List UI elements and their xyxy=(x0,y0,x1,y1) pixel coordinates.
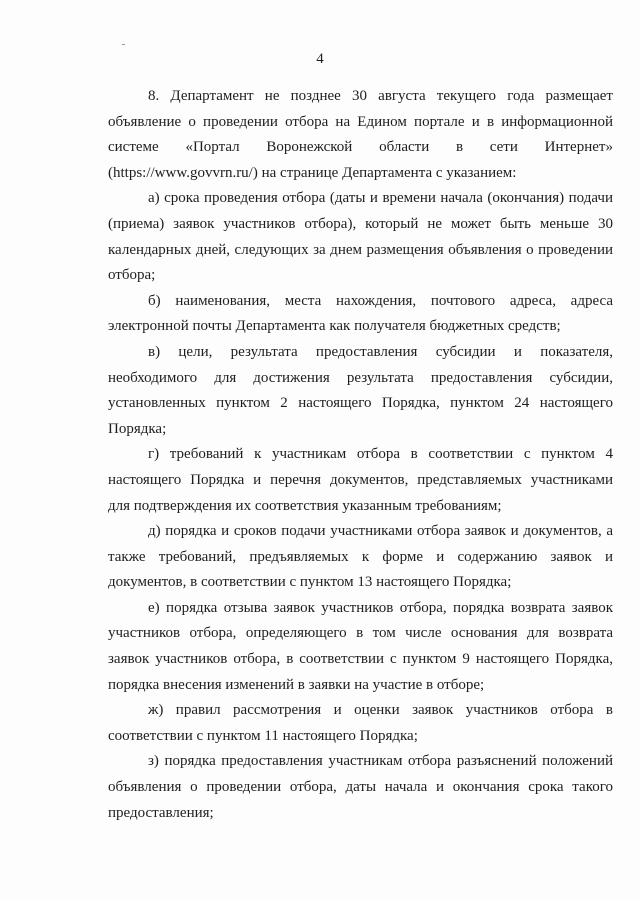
text-line: документов, в соответствии с пунктом 13 настоящего Порядка; xyxy=(108,574,512,591)
text-line: 8. Департамент не позднее 30 августа текущего года размещает xyxy=(148,88,613,104)
text-line: соответствии с пунктом 11 настоящего Порядка; xyxy=(108,727,418,744)
text-line: также требований, предъявляемых к форме и содержанию заявок и xyxy=(108,548,613,565)
text-line: заявок участников отбора, в соответствии с пунктом 9 настоящего Порядка, xyxy=(108,651,613,668)
text-line: в) цели, результата предоставления субсидии и показателя, xyxy=(148,343,613,360)
text-line: для подтверждения их соответствия указанным требованиям; xyxy=(108,497,502,514)
text-line: настоящего Порядка и перечня документов, представляемых участниками xyxy=(108,471,613,488)
text-line: участников отбора, определяющего в том числе основания для возврата xyxy=(108,625,613,642)
text-line: электронной почты Департамента как получателя бюджетных средств; xyxy=(108,318,561,335)
paragraph-text xyxy=(108,596,613,698)
text-line: Порядка; xyxy=(108,420,167,437)
text-line: з) порядка предоставления участникам отбора разъяснений положений xyxy=(148,753,613,770)
paragraph-zh xyxy=(108,698,613,749)
text-line: (приема) заявок участников отбора), который не может быть меньше 30 xyxy=(108,215,613,232)
text-line: д) порядка и сроков подачи участниками отбора заявок и документов, а xyxy=(148,523,613,540)
text-line: б) наименования, места нахождения, почтового адреса, адреса xyxy=(148,292,613,309)
paragraph-g xyxy=(108,442,613,519)
paragraph-8 xyxy=(108,84,613,186)
paragraph-d xyxy=(108,519,613,596)
text-line: ж) правил рассмотрения и оценки заявок участников отбора в xyxy=(148,702,613,719)
paragraph-v xyxy=(108,340,613,442)
paragraph-text xyxy=(108,340,613,442)
document-body xyxy=(108,84,613,826)
paragraph-text xyxy=(108,186,613,288)
paragraph-b xyxy=(108,289,613,340)
paragraph-text xyxy=(108,749,613,826)
text-line: объявления о проведении отбора, даты начала и окончания срока такого xyxy=(108,779,613,796)
paragraph-a xyxy=(108,186,613,288)
text-line: (https://www.govvrn.ru/) на странице Департамента с указанием: xyxy=(108,164,517,181)
text-line: предоставления; xyxy=(108,804,214,821)
paragraph-e xyxy=(108,596,613,698)
text-line: объявление о проведении отбора на Едином портале и в информационной xyxy=(108,113,613,130)
text-line: г) требований к участникам отбора в соответствии с пунктом 4 xyxy=(148,446,613,463)
text-line: системе «Портал Воронежской области в сети Интернет» xyxy=(108,139,613,156)
text-line: е) порядка отзыва заявок участников отбора, порядка возврата заявок xyxy=(148,599,613,616)
paragraph-text xyxy=(108,698,613,749)
paragraph-text xyxy=(108,442,613,519)
text-line: необходимого для достижения результата предоставления субсидии, xyxy=(108,369,613,386)
text-line: календарных дней, следующих за днем размещения объявления о проведении xyxy=(108,241,613,258)
text-line: установленных пунктом 2 настоящего Порядка, пунктом 24 настоящего xyxy=(108,395,613,412)
paragraph-text xyxy=(108,289,613,340)
scan-mark xyxy=(122,44,125,45)
text-line: порядка внесения изменений в заявки на участие в отборе; xyxy=(108,676,485,693)
text-line: а) срока проведения отбора (даты и времени начала (окончания) подачи xyxy=(148,190,613,207)
page-number: 4 xyxy=(316,51,324,67)
paragraph-text xyxy=(108,84,613,186)
text-line: отбора; xyxy=(108,267,156,284)
paragraph-text xyxy=(108,519,613,596)
paragraph-z xyxy=(108,749,613,826)
